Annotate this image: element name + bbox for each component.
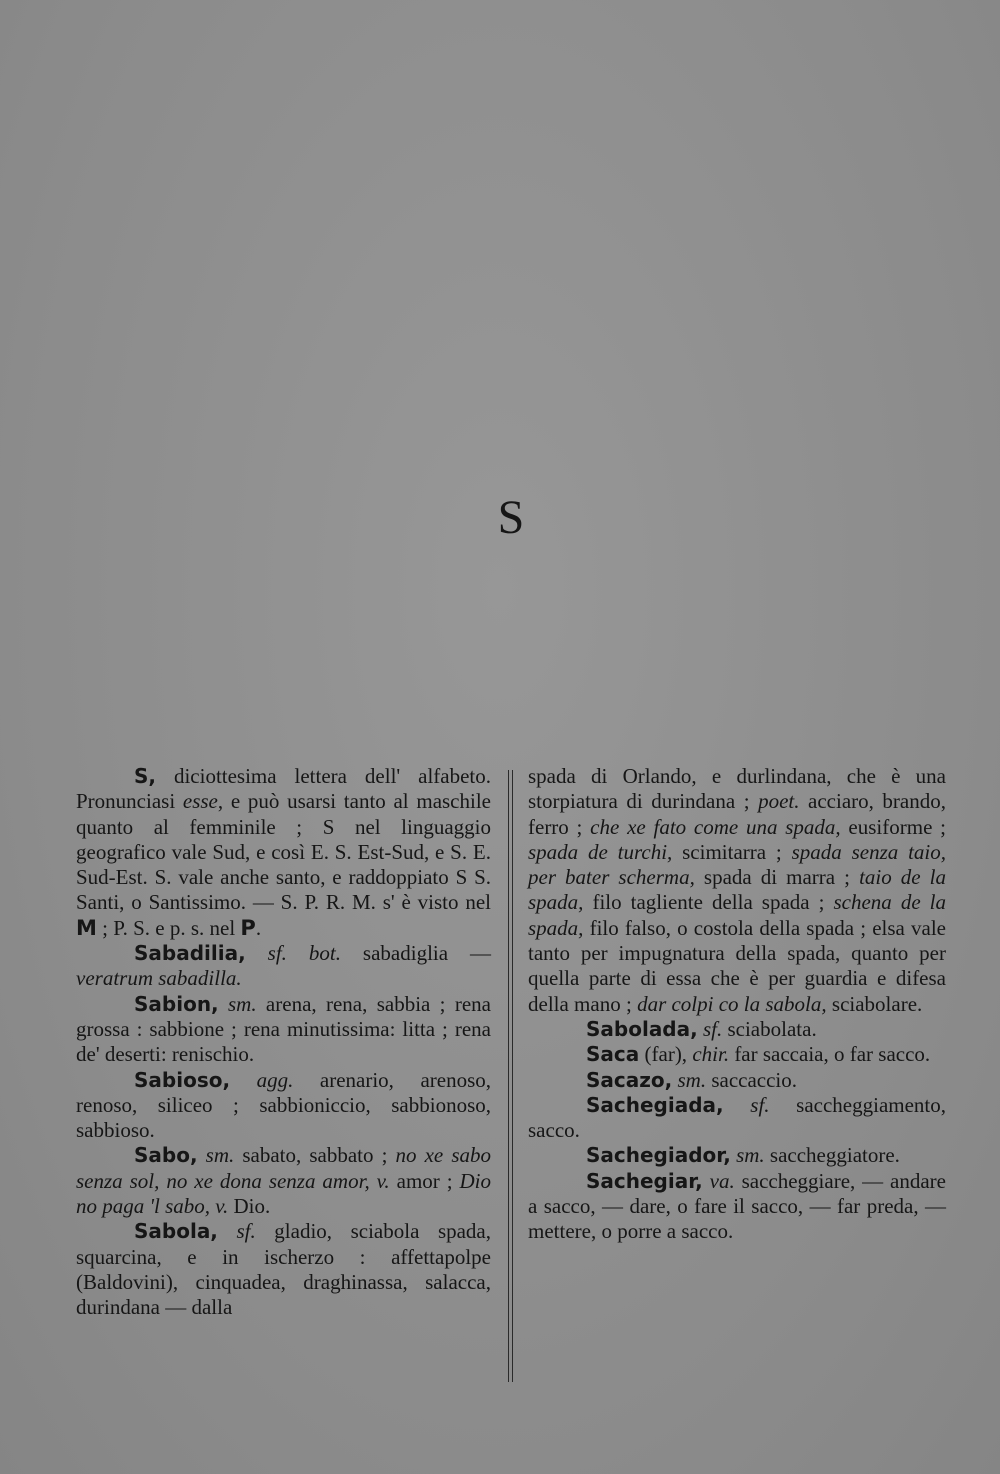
definition-text: saccheggiamento, sacco. [528, 1092, 946, 1143]
italic-text: veratrum sabadilla. [76, 966, 242, 991]
headword: Sabolada, [586, 1016, 698, 1041]
entry-sabioso [76, 1068, 491, 1144]
definition-text: sabadiglia — [340, 941, 492, 966]
headword: Sabadilia, [134, 941, 246, 966]
headword: Saca [586, 1042, 640, 1067]
headword: Sabion, [134, 991, 219, 1016]
headword: Sachegiar, [586, 1168, 703, 1193]
entry-sabolada [528, 1017, 946, 1042]
definition-text: diciottesima lettera dell' alfabeto. Pronunciasi [76, 764, 491, 814]
definition-text: arenario, arenoso, renoso, siliceo ; sabbioniccio, sabbionoso, sabbioso. [76, 1067, 491, 1143]
definition-text: scimitarra ; [672, 839, 792, 864]
definition-text: ; P. S. e p. s. nel [96, 915, 241, 940]
grammar-label: va. [709, 1168, 735, 1193]
headword: Sachegiador, [586, 1143, 731, 1168]
headword: Sabola, [134, 1219, 218, 1244]
italic-text: Dio no paga 'l sabo, [76, 1168, 492, 1219]
right-column [528, 764, 946, 1245]
definition-text: sciabolata. [722, 1016, 817, 1041]
definition-text: amor ; [389, 1168, 460, 1193]
grammar-label: sf. [750, 1092, 770, 1117]
left-column [76, 764, 491, 1321]
italic-text: dar colpi co la sabola, [637, 991, 827, 1016]
definition-text: arena, rena, sabbia ; rena grossa : sabbione ; rena minutissima: litta ; rena de' deserti: renischio. [76, 991, 491, 1067]
definition-text: spada di marra ; [694, 865, 860, 890]
entry-sabo [76, 1143, 491, 1219]
entry-sabadilia [76, 941, 491, 992]
italic-text: che xe fato come una spada, [590, 814, 841, 839]
grammar-label: sf. [267, 941, 287, 966]
definition-text: saccheggiare, — andare a sacco, — dare, o fare il sacco, — far preda, — mettere, o porre a sacco. [528, 1168, 946, 1244]
definition-text: spada di Orlando, e durlindana, che è una storpiatura di durindana ; [528, 764, 946, 814]
entry-sabola [76, 1219, 491, 1320]
entry-sachegiada [528, 1093, 946, 1144]
italic-text: schena de la spada, [528, 890, 946, 940]
bold-letter: M [76, 915, 97, 940]
entry-sacazo [528, 1068, 946, 1093]
headword: Sacazo, [586, 1067, 673, 1092]
section-letter: S [497, 491, 525, 544]
headword: Sabioso, [134, 1067, 231, 1092]
definition-text: gladio, sciabola spada, squarcina, e in ischerzo : affettapolpe (Baldovini), cinquadea, draghinassa, salacca, durindana — dalla [76, 1219, 492, 1320]
entry-sachegiador [528, 1143, 946, 1168]
italic-text: v. [376, 1168, 390, 1193]
definition-text: Dio. [228, 1194, 271, 1219]
definition-text: filo falso, o costola della spada ; elsa vale tanto per impugnatura della spada, quanto per quella parte di essa che è per guardia e difesa della mano ; [528, 915, 946, 1016]
grammar-label: sm. [205, 1143, 235, 1168]
definition-text: saccaccio. [706, 1067, 798, 1092]
italic-text: no xe sabo senza sol, no xe dona senza amor, [76, 1143, 491, 1193]
italic-text: chir. [692, 1042, 730, 1067]
definition-text: sciabolare. [826, 991, 923, 1016]
definition-text: eusiforme ; [840, 814, 946, 839]
entry-sabola-continued [528, 764, 946, 1017]
entry-sachegiar [528, 1169, 946, 1245]
definition-text: filo tagliente della spada ; [583, 890, 834, 915]
headword: S, [134, 764, 157, 788]
definition-text: far saccaia, o far sacco. [729, 1042, 931, 1067]
italic-text: spada senza taio, per bater scherma, [528, 839, 946, 890]
definition-text: saccheggiatore. [764, 1143, 900, 1168]
headword: Sabo, [134, 1143, 198, 1168]
definition-text: acciaro, brando, ferro ; [528, 789, 946, 839]
italic-text: taio de la spada, [528, 865, 946, 915]
headword: Sachegiada, [586, 1092, 724, 1117]
grammar-label: agg. [256, 1067, 294, 1092]
definition-text: , e può usarsi tanto al maschile quanto al femminile ; S nel linguaggio geografico vale Sud, e così E. S. Est-Sud, e S. E. Sud-Est. S. vale anche santo, e raddoppiato S S. Santi, o Santissimo. — S. P. R. M. s' è visto nel [76, 789, 491, 915]
grammar-label: sm. [736, 1143, 765, 1168]
grammar-label: sm. [677, 1067, 707, 1092]
grammar-label: sm. [228, 991, 257, 1016]
grammar-label: sf. [702, 1016, 723, 1041]
bold-letter: P [240, 915, 256, 940]
entry-s [76, 764, 491, 941]
grammar-label: bot. [308, 941, 341, 966]
italic-text: v. [215, 1194, 229, 1219]
grammar-label: sf. [236, 1219, 256, 1244]
definition-text: (far), [639, 1042, 693, 1067]
column-divider [508, 770, 513, 1382]
italic-text: poet. [758, 789, 800, 814]
entry-saca [528, 1042, 946, 1067]
definition-text: sabato, sabbato ; [234, 1143, 396, 1168]
definition-text: . [255, 915, 262, 940]
italic-text: spada de turchi, [528, 839, 673, 864]
italic-text: esse [182, 789, 218, 814]
entry-sabion [76, 992, 491, 1068]
